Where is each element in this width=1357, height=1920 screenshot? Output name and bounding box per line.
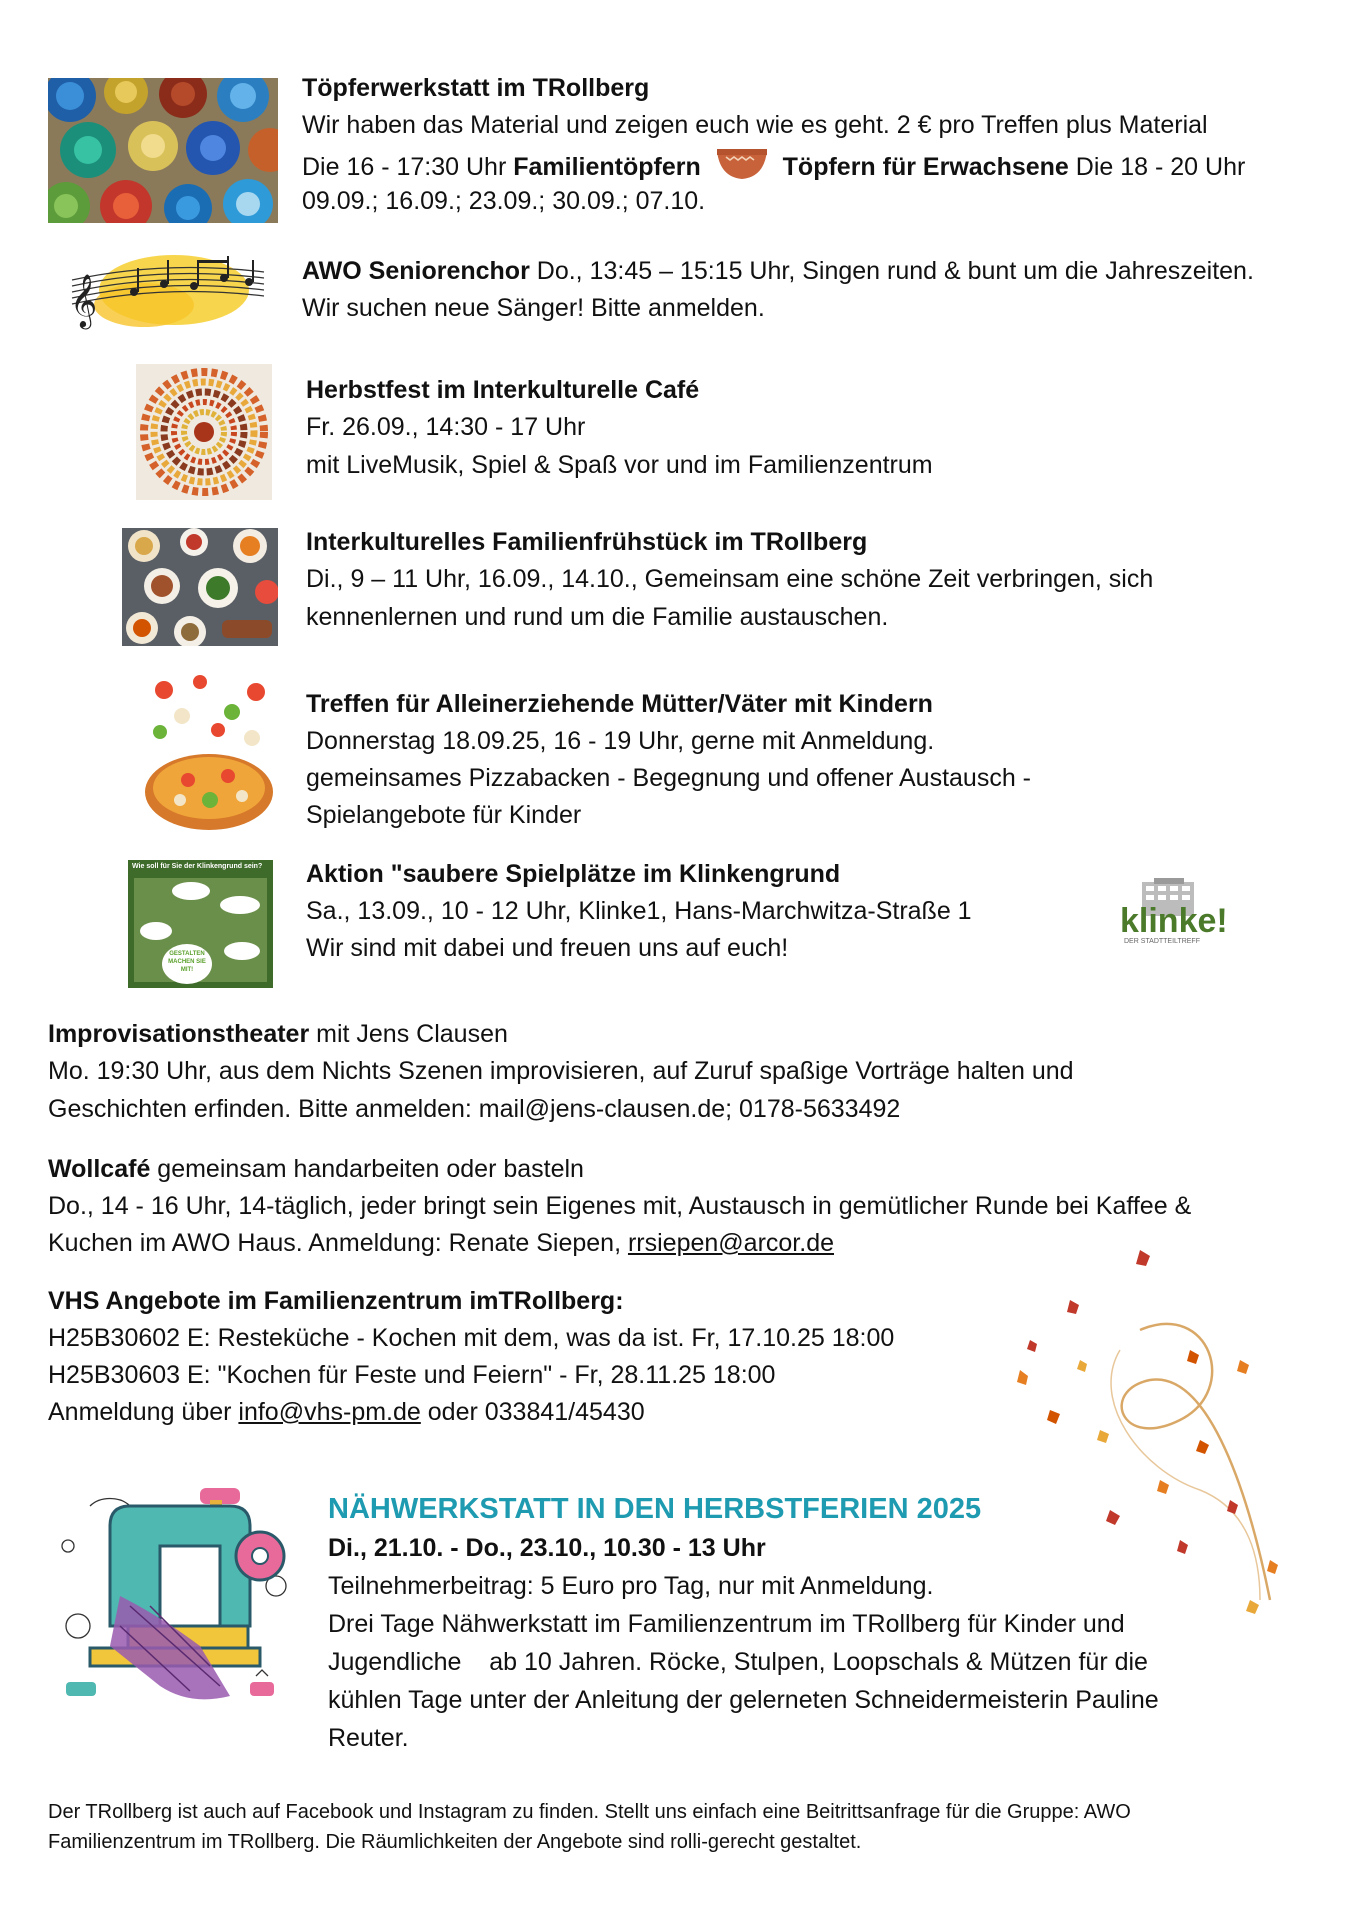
footer-line2: Familienzentrum im TRollberg. Die Räumlichkeiten der Angebote sind rolli-gerecht gestaltet. (48, 1831, 862, 1853)
ceramic-bowls-photo (48, 78, 278, 223)
topfer-family: Familientöpfern (513, 153, 701, 182)
wollcafe-line2 (48, 1225, 834, 1262)
fruehstueck-line2: kennenlernen und rund um die Familie austauschen. (306, 603, 889, 631)
footer-line1: Der TRollberg ist auch auf Facebook und Instagram zu finden. Stellt uns einfach eine Beitrittsanfrage für die Gruppe: AWO (48, 1801, 1131, 1823)
allein-line2: gemeinsames Pizzabacken - Begegnung und offener Austausch - (306, 764, 1031, 792)
leaf-mandala-photo (136, 364, 272, 500)
allein-line3: Spielangebote für Kinder (306, 801, 582, 829)
fruehstueck-title: Interkulturelles Familienfrühstück im TRollberg (306, 528, 868, 556)
pizza-icon (140, 672, 278, 834)
breakfast-table-photo (122, 528, 278, 646)
vhs-line2: H25B30603 E: "Kochen für Feste und Feiern" - Fr, 28.11.25 18:00 (48, 1361, 776, 1389)
herbstfest-line1: Fr. 26.09., 14:30 - 17 Uhr (306, 413, 586, 441)
herbstfest-line2: mit LiveMusik, Spiel & Spaß vor und im Familienzentrum (306, 451, 933, 479)
impro-line1: Mo. 19:30 Uhr, aus dem Nichts Szenen improvisieren, auf Zuruf spaßige Vorträge halten und (48, 1057, 1074, 1085)
sewing-machine-icon (50, 1476, 300, 1716)
topfer-line1: Wir haben das Material und zeigen euch wie es geht. 2 € pro Treffen plus Material (302, 111, 1208, 139)
naeh-line2: Drei Tage Nähwerkstatt im Familienzentrum im TRollberg für Kinder und (328, 1610, 1125, 1638)
vhs-line3-prefix: Anmeldung über (48, 1398, 239, 1426)
aktion-line2: Wir sind mit dabei und freuen uns auf euch! (306, 934, 789, 962)
chor-title: AWO Seniorenchor (302, 257, 530, 285)
vhs-title: VHS Angebote im Familienzentrum imTRollberg: (48, 1287, 624, 1315)
topfer-title: Töpferwerkstatt im TRollberg (302, 74, 650, 102)
impro-title: Improvisationstheater (48, 1020, 310, 1048)
aktion-line1: Sa., 13.09., 10 - 12 Uhr, Klinke1, Hans-Marchwitza-Straße 1 (306, 897, 972, 925)
naeh-line1: Teilnehmerbeitrag: 5 Euro pro Tag, nur mit Anmeldung. (328, 1572, 934, 1600)
impro-title-rest: mit Jens Clausen (309, 1020, 508, 1048)
allein-title: Treffen für Alleinerziehende Mütter/Väter mit Kindern (306, 690, 933, 718)
music-notes-icon (64, 250, 269, 335)
wollcafe-title: Wollcafé (48, 1155, 151, 1183)
allein-line1: Donnerstag 18.09.25, 16 - 19 Uhr, gerne mit Anmeldung. (306, 727, 935, 755)
wollcafe-heading (48, 1151, 584, 1188)
wollcafe-email-link[interactable]: rrsiepen@arcor.de (627, 1229, 834, 1257)
chor-details: Do., 13:45 – 15:15 Uhr, Singen rund & bunt um die Jahreszeiten. (536, 257, 1254, 285)
topfer-time2: Die 18 - 20 Uhr (1075, 153, 1246, 182)
klinke-logo-sub: DER STADTTEILTREFF (1124, 938, 1200, 945)
naeh-line4: kühlen Tage unter der Anleitung der gelerneten Schneidermeisterin Pauline (328, 1686, 1159, 1714)
aktion-title: Aktion "saubere Spielplätze im Klinkengrund (306, 860, 841, 888)
vhs-email-link[interactable]: info@vhs-pm.de (238, 1398, 421, 1426)
topfer-dates: 09.09.; 16.09.; 23.09.; 30.09.; 07.10. (302, 187, 706, 215)
wollcafe-title-rest: gemeinsam handarbeiten oder basteln (150, 1155, 584, 1183)
wollcafe-line2-prefix: Kuchen im AWO Haus. Anmeldung: Renate Siepen, (48, 1229, 628, 1257)
wollcafe-line1: Do., 14 - 16 Uhr, 14-täglich, jeder bringt sein Eigenes mit, Austausch in gemütlicher Runde bei Kaffee & (48, 1192, 1192, 1220)
bowl-icon (714, 145, 770, 192)
svg-text:𝄞: 𝄞 (70, 273, 98, 327)
poster-bubble: GESTALTEN MACHEN SIE MIT! (162, 944, 212, 984)
impro-line2: Geschichten erfinden. Bitte anmelden: mail@jens-clausen.de; 0178-5633492 (48, 1095, 901, 1123)
vhs-line3-suffix: oder 033841/45430 (420, 1398, 645, 1426)
chor-line1 (302, 253, 1254, 290)
naeh-line3: Jugendliche ab 10 Jahren. Röcke, Stulpen, Loopschals & Mützen für die (328, 1648, 1148, 1676)
poster-header: Wie soll für Sie der Klinkengrund sein? (132, 863, 263, 870)
naeh-date: Di., 21.10. - Do., 23.10., 10.30 - 13 Uhr (328, 1534, 766, 1562)
vhs-line1: H25B30602 E: Resteküche - Kochen mit dem, was da ist. Fr, 17.10.25 18:00 (48, 1324, 895, 1352)
klinkengrund-poster (128, 860, 273, 988)
fruehstueck-line1: Di., 9 – 11 Uhr, 16.09., 14.10., Gemeinsam eine schöne Zeit verbringen, sich (306, 565, 1154, 593)
klinke-logo (1114, 878, 1228, 948)
herbstfest-title: Herbstfest im Interkulturelle Café (306, 376, 700, 404)
vhs-line3 (48, 1394, 645, 1431)
impro-heading (48, 1016, 508, 1053)
topfer-adults: Töpfern für Erwachsene (782, 153, 1069, 182)
topfer-time: Die 16 - 17:30 Uhr (302, 153, 507, 182)
chor-line2: Wir suchen neue Sänger! Bitte anmelden. (302, 294, 765, 322)
naeh-title: NÄHWERKSTATT IN DEN HERBSTFERIEN 2025 (328, 1493, 982, 1525)
naeh-line5: Reuter. (328, 1724, 409, 1752)
klinke-logo-text: klinke! (1120, 902, 1228, 940)
autumn-leaves-swirl (990, 1240, 1290, 1620)
